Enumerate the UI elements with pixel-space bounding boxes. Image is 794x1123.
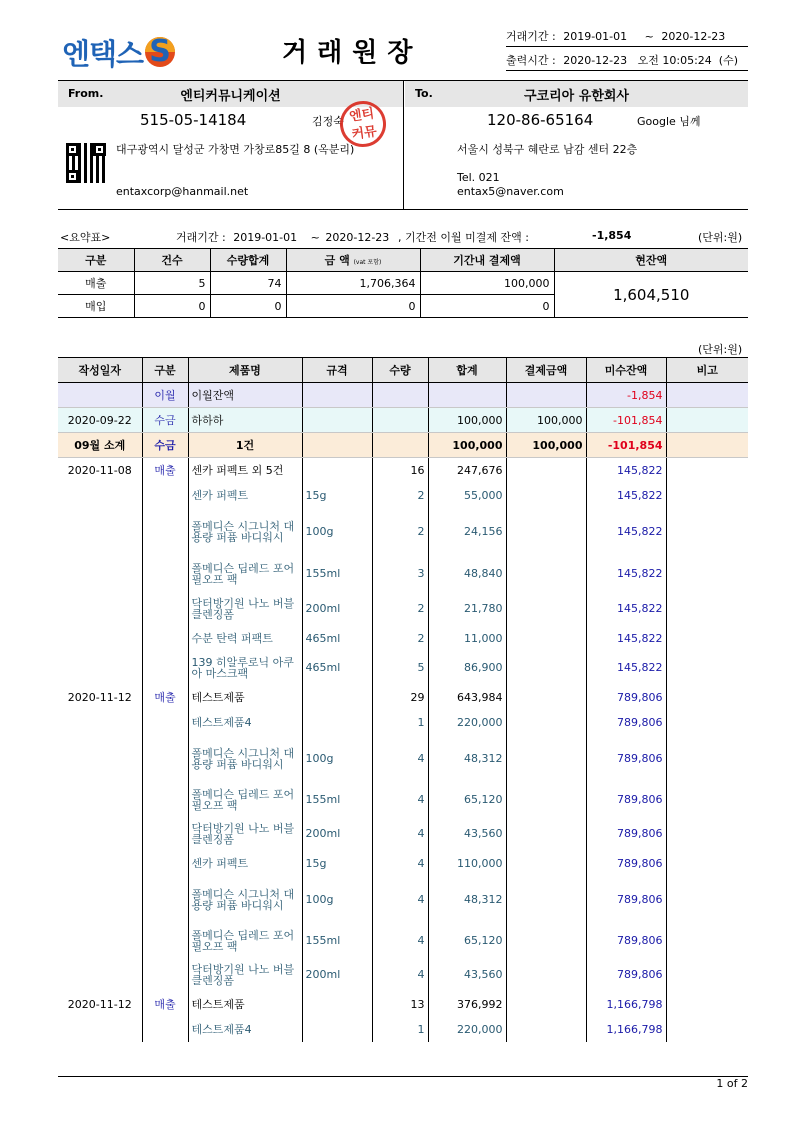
ledger-date [58, 508, 142, 556]
summary-col-balance: 현잔액 [554, 249, 748, 272]
to-biz-no: 120-86-65164 [487, 111, 594, 129]
from-biz-no: 515-05-14184 [140, 111, 247, 129]
ledger-row [58, 924, 748, 958]
ledger-type: 이월 [142, 383, 188, 408]
ledger-note [666, 483, 748, 508]
ledger-type: 매출 [142, 685, 188, 710]
ledger-paid [506, 685, 586, 710]
summary-label: <요약표> [60, 231, 111, 244]
ledger-date [58, 924, 142, 958]
ledger-paid [506, 508, 586, 556]
ledger-spec [302, 1017, 372, 1042]
ledger-product: 닥터방기원 나노 버블 클렌징폼 [188, 592, 302, 626]
ledger-date [58, 783, 142, 817]
ledger-product: 폴메디슨 시그니처 대용량 퍼퓸 바디워시 [188, 508, 302, 556]
ledger-type [142, 508, 188, 556]
ledger-paid [506, 710, 586, 735]
ledger-balance: 789,806 [586, 851, 666, 876]
ledger-type [142, 1017, 188, 1042]
from-person: 김정숙 [312, 115, 344, 128]
ledger-row [58, 483, 748, 508]
ledger-row [58, 408, 748, 433]
qr-code-icon [66, 143, 106, 183]
ledger-balance: 789,806 [586, 783, 666, 817]
ledger-paid [506, 383, 586, 408]
ledger-col-product: 제품명 [188, 358, 302, 383]
ledger-unit: (단위:원) [698, 343, 743, 356]
ledger-note [666, 458, 748, 483]
ledger-date [58, 1017, 142, 1042]
ledger-spec: 15g [302, 483, 372, 508]
ledger-product: 수분 탄력 퍼팩트 [188, 626, 302, 651]
ledger-total: 11,000 [428, 626, 506, 651]
summary-col-paid: 기간내 결제액 [420, 249, 554, 272]
from-panel [58, 81, 404, 210]
ledger-qty: 3 [372, 556, 428, 592]
summary-amount: 0 [286, 295, 420, 318]
summary-table [58, 248, 748, 318]
to-header [405, 81, 748, 107]
ledger-type: 매출 [142, 458, 188, 483]
summary-type: 매출 [58, 272, 134, 295]
to-company: 구코리아 유한회사 [524, 89, 629, 104]
ledger-total: 65,120 [428, 924, 506, 958]
ledger-balance: -101,854 [586, 408, 666, 433]
ledger-paid [506, 992, 586, 1017]
ledger-date [58, 483, 142, 508]
summary-period-label: 거래기간 : [176, 231, 226, 244]
ledger-note [666, 876, 748, 924]
ledger-end [58, 1042, 748, 1043]
ledger-row [58, 817, 748, 851]
ledger-balance: 789,806 [586, 958, 666, 992]
ledger-date [58, 651, 142, 685]
ledger-product: 폴메디슨 시그니처 대용량 퍼퓸 바디워시 [188, 735, 302, 783]
ledger-date [58, 817, 142, 851]
printed-value: 2020-12-23 오전 10:05:24 (수) [563, 54, 738, 67]
ledger-total: 643,984 [428, 685, 506, 710]
ledger-balance: 789,806 [586, 876, 666, 924]
ledger-qty: 2 [372, 483, 428, 508]
ledger-paid [506, 924, 586, 958]
ledger-row [58, 992, 748, 1017]
ledger-type [142, 735, 188, 783]
ledger-date: 2020-11-08 [67, 463, 132, 477]
summary-unit: (단위:원) [698, 231, 743, 244]
ledger-total: 21,780 [428, 592, 506, 626]
summary-paid: 100,000 [420, 272, 554, 295]
ledger-date [58, 958, 142, 992]
ledger-total: 65,120 [428, 783, 506, 817]
summary-col-amount-label: 금 액 [324, 254, 350, 267]
ledger-row [58, 592, 748, 626]
ledger-qty [372, 383, 428, 408]
ledger-type [142, 592, 188, 626]
summary-header-row [58, 249, 748, 272]
footer-divider [58, 1076, 748, 1077]
ledger-spec: 465ml [302, 626, 372, 651]
ledger-note [666, 592, 748, 626]
ledger-paid [506, 626, 586, 651]
ledger-total: 247,676 [428, 458, 506, 483]
to-tag: To. [415, 87, 433, 100]
ledger-spec [302, 685, 372, 710]
ledger-col-type: 구분 [142, 358, 188, 383]
summary-type: 매입 [58, 295, 134, 318]
ledger-spec: 155ml [302, 556, 372, 592]
ledger-balance: 145,822 [586, 626, 666, 651]
prior-balance-value: -1,854 [592, 229, 632, 242]
ledger-row [58, 1017, 748, 1042]
ledger-balance: 1,166,798 [586, 1017, 666, 1042]
ledger-note [666, 685, 748, 710]
ledger-product: 폴메디슨 딥레드 포어 필오프 팩 [188, 556, 302, 592]
ledger-product: 테스트제품 [188, 992, 302, 1017]
ledger-spec: 200ml [302, 592, 372, 626]
ledger-header-row [58, 358, 748, 383]
to-tel: Tel. 021 [457, 171, 500, 184]
ledger-date [58, 851, 142, 876]
ledger-balance: 789,806 [586, 924, 666, 958]
ledger-balance: 789,806 [586, 710, 666, 735]
period-from: 2019-01-01 [563, 30, 628, 43]
ledger-spec: 100g [302, 735, 372, 783]
ledger-spec [302, 710, 372, 735]
ledger-paid [506, 651, 586, 685]
ledger-balance: 145,822 [586, 651, 666, 685]
period-to: 2020-12-23 [661, 30, 726, 43]
ledger-type: 매출 [142, 992, 188, 1017]
summary-period-to: 2020-12-23 [325, 231, 390, 244]
ledger-type: 수금 [142, 408, 188, 433]
ledger-col-date: 작성일자 [58, 358, 142, 383]
ledger-note [666, 1017, 748, 1042]
ledger-product: 테스트제품4 [188, 710, 302, 735]
company-logo [62, 32, 175, 72]
ledger-product: 센카 퍼펙트 외 5건 [188, 458, 302, 483]
ledger-qty [372, 433, 428, 458]
ledger-spec: 15g [302, 851, 372, 876]
ledger-product: 1건 [188, 433, 302, 458]
ledger-date: 2020-11-12 [67, 997, 132, 1011]
ledger-row [58, 735, 748, 783]
ledger-total: 220,000 [428, 1017, 506, 1042]
ledger-total: 43,560 [428, 958, 506, 992]
prior-balance-label: , 기간전 이월 미결제 잔액 : [398, 231, 529, 244]
ledger-col-qty: 수량 [372, 358, 428, 383]
ledger-spec [302, 992, 372, 1017]
ledger-row [58, 458, 748, 483]
ledger-date [58, 735, 142, 783]
ledger-date: 09월 소계 [58, 433, 142, 458]
logo-text: 엔택스 [62, 36, 144, 71]
ledger-qty: 4 [372, 851, 428, 876]
ledger-qty: 13 [372, 992, 428, 1017]
summary-col-type: 구분 [58, 249, 134, 272]
ledger-note [666, 383, 748, 408]
ledger-paid [506, 783, 586, 817]
ledger-type [142, 851, 188, 876]
ledger-spec [302, 433, 372, 458]
ledger-row [58, 651, 748, 685]
ledger-product: 139 히알루로닉 아쿠아 마스크팩 [188, 651, 302, 685]
ledger-note [666, 851, 748, 876]
ledger-col-spec: 규격 [302, 358, 372, 383]
ledger-product: 폴메디슨 시그니처 대용량 퍼퓸 바디워시 [188, 876, 302, 924]
ledger-spec [302, 383, 372, 408]
ledger-total: 43,560 [428, 817, 506, 851]
ledger-product: 테스트제품4 [188, 1017, 302, 1042]
ledger-row [58, 876, 748, 924]
ledger-spec: 155ml [302, 924, 372, 958]
to-person: Google 님께 [637, 115, 701, 128]
ledger-col-paid: 결제금액 [506, 358, 586, 383]
ledger-total: 100,000 [428, 433, 506, 458]
from-address: 대구광역시 달성군 가창면 가창로85길 8 (옥분리) [116, 143, 355, 156]
ledger-total: 48,840 [428, 556, 506, 592]
ledger-product: 센카 퍼펙트 [188, 851, 302, 876]
ledger-qty: 4 [372, 735, 428, 783]
ledger-product: 폴메디슨 딥레드 포어 필오프 팩 [188, 783, 302, 817]
ledger-note [666, 924, 748, 958]
ledger-date: 2020-11-12 [67, 690, 132, 704]
ledger-qty: 4 [372, 783, 428, 817]
ledger-col-balance: 미수잔액 [586, 358, 666, 383]
summary-qty: 0 [210, 295, 286, 318]
to-email: entax5@naver.com [457, 185, 564, 198]
ledger-balance: -1,854 [586, 383, 666, 408]
from-company: 엔티커뮤니케이션 [180, 89, 281, 104]
ledger-date [58, 556, 142, 592]
ledger-date [58, 876, 142, 924]
ledger-paid [506, 817, 586, 851]
ledger-note [666, 433, 748, 458]
ledger-product: 닥터방기원 나노 버블 클렌징폼 [188, 958, 302, 992]
ledger-note [666, 817, 748, 851]
ledger-paid [506, 483, 586, 508]
ledger-balance: 145,822 [586, 483, 666, 508]
ledger-balance: 145,822 [586, 592, 666, 626]
ledger-type [142, 626, 188, 651]
ledger-spec: 155ml [302, 783, 372, 817]
ledger-total: 110,000 [428, 851, 506, 876]
ledger-row [58, 383, 748, 408]
ledger-row [58, 958, 748, 992]
ledger-paid [506, 851, 586, 876]
ledger-qty: 4 [372, 924, 428, 958]
ledger-qty: 2 [372, 508, 428, 556]
summary-paid: 0 [420, 295, 554, 318]
ledger-total: 48,312 [428, 735, 506, 783]
ledger-product: 이월잔액 [188, 383, 302, 408]
ledger-note [666, 626, 748, 651]
ledger-total: 48,312 [428, 876, 506, 924]
ledger-total: 100,000 [428, 408, 506, 433]
ledger-row [58, 433, 748, 458]
ledger-balance: 1,166,798 [586, 992, 666, 1017]
ledger-qty: 4 [372, 817, 428, 851]
summary-col-qty: 수량합계 [210, 249, 286, 272]
ledger-note [666, 556, 748, 592]
ledger-type [142, 483, 188, 508]
ledger-total: 376,992 [428, 992, 506, 1017]
ledger-paid [506, 556, 586, 592]
summary-count: 5 [134, 272, 210, 295]
ledger-qty: 29 [372, 685, 428, 710]
meta-divider [506, 70, 748, 71]
ledger-note [666, 735, 748, 783]
to-address: 서울시 성북구 혜란로 남감 센터 22층 [457, 143, 638, 156]
meta-divider [506, 46, 748, 47]
summary-current-balance: 1,604,510 [554, 272, 748, 318]
page-title: 거래원장 [282, 38, 423, 68]
ledger-type [142, 710, 188, 735]
summary-period [176, 229, 389, 245]
ledger-row [58, 685, 748, 710]
ledger-date [58, 626, 142, 651]
ledger-spec: 100g [302, 876, 372, 924]
ledger-balance: -101,854 [586, 433, 666, 458]
ledger-qty: 5 [372, 651, 428, 685]
ledger-total: 55,000 [428, 483, 506, 508]
ledger-spec [302, 458, 372, 483]
ledger-row [58, 783, 748, 817]
summary-amount: 1,706,364 [286, 272, 420, 295]
ledger-type [142, 556, 188, 592]
ledger-paid [506, 958, 586, 992]
ledger-row [58, 556, 748, 592]
ledger-qty: 2 [372, 626, 428, 651]
ledger-total: 86,900 [428, 651, 506, 685]
ledger-spec: 200ml [302, 958, 372, 992]
period-tilde: ~ [644, 30, 654, 43]
ledger-date: 2020-09-22 [58, 408, 142, 433]
ledger-total: 24,156 [428, 508, 506, 556]
ledger-note [666, 651, 748, 685]
ledger-note [666, 783, 748, 817]
ledger-balance: 145,822 [586, 556, 666, 592]
ledger-type [142, 958, 188, 992]
from-tag: From. [68, 87, 104, 100]
ledger-date [58, 592, 142, 626]
ledger-type [142, 651, 188, 685]
page-indicator: 1 of 2 [716, 1077, 748, 1090]
ledger-balance: 789,806 [586, 735, 666, 783]
ledger-product: 하하하 [188, 408, 302, 433]
ledger-paid [506, 592, 586, 626]
ledger-product: 닥터방기원 나노 버블 클렌징폼 [188, 817, 302, 851]
from-email: entaxcorp@hanmail.net [116, 185, 249, 198]
ledger-col-total: 합계 [428, 358, 506, 383]
ledger-paid: 100,000 [506, 408, 586, 433]
printed-label: 출력시간 : [506, 54, 556, 67]
ledger-type [142, 876, 188, 924]
ledger-total [428, 383, 506, 408]
ledger-paid [506, 458, 586, 483]
ledger-paid [506, 876, 586, 924]
summary-row-sales [58, 272, 748, 295]
ledger-paid: 100,000 [506, 433, 586, 458]
ledger-note [666, 408, 748, 433]
ledger-balance: 789,806 [586, 817, 666, 851]
ledger-qty: 4 [372, 876, 428, 924]
ledger-spec: 100g [302, 508, 372, 556]
ledger-product: 폴메디슨 딥레드 포어 필오프 팩 [188, 924, 302, 958]
ledger-row [58, 851, 748, 876]
ledger-spec [302, 408, 372, 433]
ledger-type: 수금 [142, 433, 188, 458]
ledger-date [58, 710, 142, 735]
ledger-balance: 789,806 [586, 685, 666, 710]
ledger-row [58, 626, 748, 651]
to-panel [405, 81, 748, 210]
printed-meta [506, 52, 738, 68]
ledger-qty: 4 [372, 958, 428, 992]
ledger-note [666, 992, 748, 1017]
ledger-paid [506, 1017, 586, 1042]
summary-col-count: 건수 [134, 249, 210, 272]
ledger-table [58, 357, 748, 1042]
summary-col-amount [286, 249, 420, 272]
ledger-balance: 145,822 [586, 458, 666, 483]
ledger-qty: 1 [372, 710, 428, 735]
summary-qty: 74 [210, 272, 286, 295]
ledger-balance: 145,822 [586, 508, 666, 556]
period-meta [506, 28, 725, 44]
ledger-col-note: 비고 [666, 358, 748, 383]
ledger-row [58, 710, 748, 735]
ledger-type [142, 783, 188, 817]
ledger-total: 220,000 [428, 710, 506, 735]
ledger-qty: 16 [372, 458, 428, 483]
ledger-spec: 200ml [302, 817, 372, 851]
ledger-note [666, 958, 748, 992]
ledger-qty: 2 [372, 592, 428, 626]
summary-count: 0 [134, 295, 210, 318]
ledger-spec: 465ml [302, 651, 372, 685]
ledger-note [666, 710, 748, 735]
ledger-product: 테스트제품 [188, 685, 302, 710]
period-label: 거래기간 : [506, 30, 556, 43]
company-seal-stamp: 엔티 커뮤 [337, 98, 389, 150]
ledger-qty: 1 [372, 1017, 428, 1042]
ledger-note [666, 508, 748, 556]
ledger-date [58, 383, 142, 408]
summary-period-tilde: ~ [310, 231, 320, 244]
ledger-product: 센카 퍼펙트 [188, 483, 302, 508]
party-box [58, 80, 748, 210]
vat-note: (vat 포함) [353, 259, 382, 266]
ledger-paid [506, 735, 586, 783]
logo-mark-icon [145, 37, 175, 67]
ledger-body [58, 383, 748, 1042]
ledger-qty [372, 408, 428, 433]
ledger-type [142, 817, 188, 851]
ledger-type [142, 924, 188, 958]
ledger-row [58, 508, 748, 556]
summary-period-from: 2019-01-01 [233, 231, 298, 244]
